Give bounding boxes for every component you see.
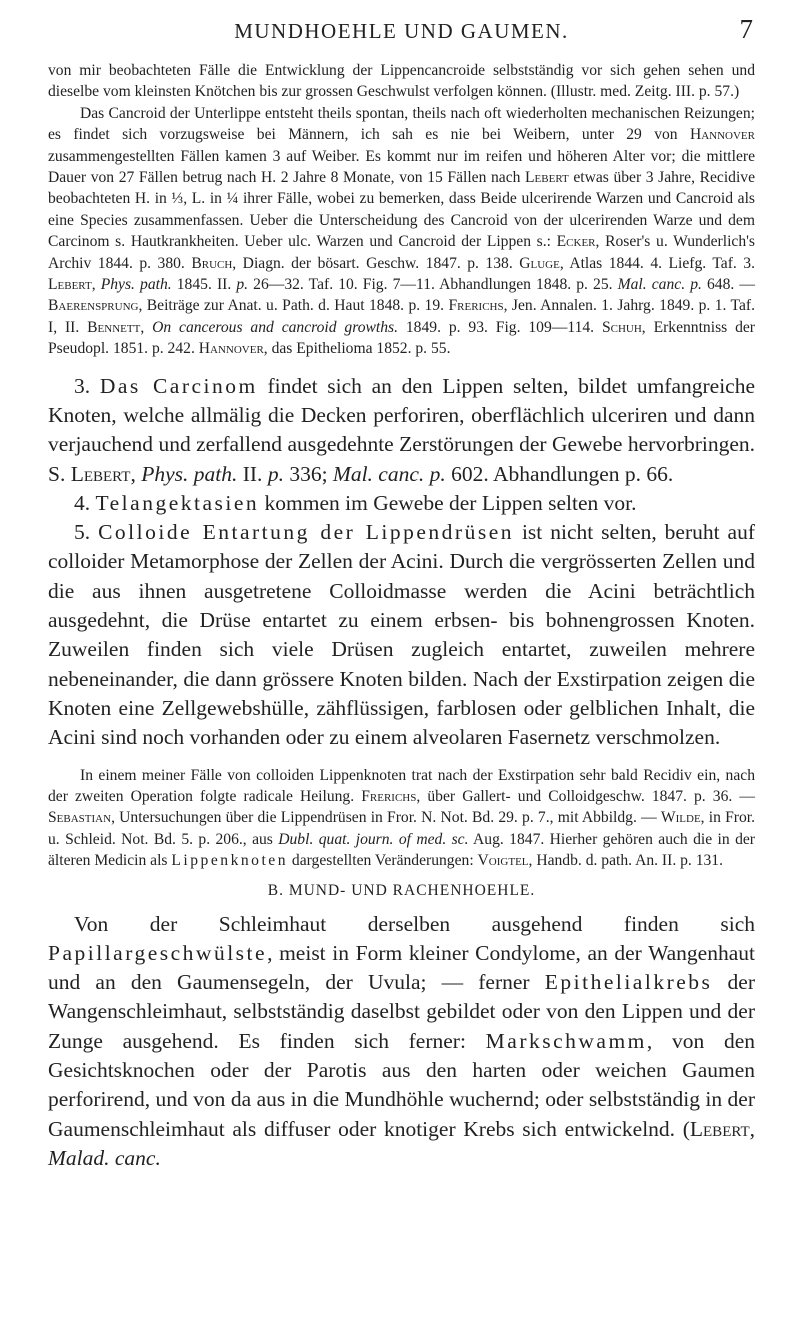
italic-citation: On cancerous and cancroid growths. (152, 318, 398, 336)
italic-citation: p. (267, 461, 284, 486)
italic-citation: Mal. canc. p. (332, 461, 446, 486)
spaced-term: Markschwamm (485, 1028, 647, 1053)
spaced-term: Lippenknoten (171, 852, 289, 870)
running-title: MUNDHOEHLE UND GAUMEN. (234, 19, 569, 43)
spaced-term: Papillargeschwülste (48, 940, 268, 965)
author-name: Baerensprung (48, 297, 139, 315)
italic-citation: Mal. canc. p. (617, 276, 702, 294)
italic-citation: Malad. canc. (48, 1145, 161, 1170)
spaced-term: Telangektasien (95, 490, 260, 515)
paragraph-cancroid-notes: Das Cancroid der Unterlippe entsteht theils spontan, theils nach oft wiederholten mechanischen Reizungen; es findet sich vorzugsweise bei Männern, ich sah es nie bei Weibern, unter 29 von Hannover zusammengestellten Fällen kamen 3 auf Weiber. Es kommt nur im reifen und höheren Alter vor; die mittlere Dauer von 27 Fällen betrug nach H. 2 Jahre 8 Monate, von 15 Fällen nach Lebert etwas über 3 Jahre, Recidive beobachteten H. in ⅓, L. in ¼ ihrer Fälle, wobei zu bemerken, dass Beide ulcerirende Warzen und Cancroid als eine Species zusammenfassen. Ueber die Unterscheidung des Cancroid von der ulcerirenden Warze und dem Carcinom s. Hautkrankheiten. Ueber ulc. Warzen und Cancroid der Lippen s.: Ecker, Roser's u. Wunderlich's Archiv 1844. p. 380. Bruch, Diagn. der bösart. Geschw. 1847. p. 138. Gluge, Atlas 1844. 4. Liefg. Taf. 3. Lebert, Phys. path. 1845. II. p. 26—32. Taf. 10. Fig. 7—11. Abhandlungen 1848. p. 25. Mal. canc. p. 648. — Baerensprung, Beiträge zur Anat. u. Path. d. Haut 1848. p. 19. Frerichs, Jen. Annalen. 1. Jahrg. 1849. p. 1. Taf. I, II. Bennett, On cancerous and cancroid growths. 1849. p. 93. Fig. 109—114. Schuh, Erkenntniss der Pseudopl. 1851. p. 242. Hannover, das Epithelioma 1852. p. 55. (48, 104, 756, 358)
author-name: Schuh (601, 318, 642, 336)
author-name: Hannover (689, 126, 755, 144)
author-name: Lebert (70, 461, 131, 486)
italic-citation: Dubl. quat. journ. of med. sc. (278, 830, 469, 848)
author-name: Frerichs (361, 787, 417, 805)
author-name: Sebastian (48, 809, 112, 827)
italic-citation: Phys. path. (100, 276, 172, 294)
author-name: Bruch (191, 254, 233, 272)
paragraph-telangektasien: 4. Telangektasien kommen im Gewebe der Lippen selten vor. (74, 490, 637, 515)
section-heading: B. MUND- UND RACHENHOEHLE. (267, 881, 536, 899)
spaced-term: Colloide Entartung der Lippendrüsen (98, 520, 514, 545)
author-name: Lebert (689, 1116, 750, 1141)
author-name: Bennett (87, 318, 141, 336)
author-name: Wilde (660, 809, 701, 827)
italic-citation: Phys. path. (141, 461, 238, 486)
italic-citation: p. (236, 276, 249, 294)
paragraph-colloid-notes: In einem meiner Fälle von colloiden Lippenknoten trat nach der Exstirpation sehr bald Recidiv ein, nach der zweiten Operation folgte radicale Heilung. Frerichs, über Gallert- und Colloidgeschw. 1847. p. 36. — Sebastian, Untersuchungen über die Lippendrüsen in Fror. N. Not. Bd. 29. p. 7., mit Abbildg. — Wilde, in Fror. u. Schleid. Not. Bd. 5. p. 206., aus Dubl. quat. journ. of med. sc. Aug. 1847. Hierher gehören auch die in der älteren Medicin als Lippenknoten dargestellten Veränderungen: Voigtel, Handb. d. path. An. II. p. 131. (48, 766, 756, 870)
author-name: Voigtel (477, 852, 529, 870)
paragraph-continuation: von mir beobachteten Fälle die Entwicklung der Lippencancroide selbstständig vor sich gehen sehen und dieselbe vom kleinsten Knötchen bis zur grossen Geschwulst verfolgen können. (Illustr. med. Zeitg. III. p. 57.) (48, 62, 755, 101)
author-name: Gluge (519, 254, 560, 272)
spaced-term: Epithelialkrebs (544, 970, 713, 995)
author-name: Ecker (556, 233, 596, 251)
paragraph-carcinom: 3. Das Carcinom findet sich an den Lippen selten, bildet umfangreiche Knoten, welche allmälig die Decken perforiren, oberflächlich ulceriren und dann verjauchend und zerfallend ausgedehnte Zerstörungen der Gewebe hervorbringen. S. Lebert, Phys. path. II. p. 336; Mal. canc. p. 602. Abhandlungen p. 66. (48, 373, 756, 486)
page-number: 7 (739, 14, 753, 44)
author-name: Hannover (198, 340, 264, 358)
paragraph-mundhoehle: Von der Schleimhaut derselben ausgehend finden sich Papillargeschwülste, meist in Form kleiner Condylome, an der Wangenhaut und an den Gaumensegeln, der Uvula; — ferner Epithelialkrebs der Wangenschleimhaut, selbstständig daselbst gebildet oder von den Lippen und der Zunge ausgehend. Es finden sich ferner: Markschwamm, von den Gesichtsknochen oder der Parotis aus den harten oder weichen Gaumen perforirend, und von da aus in die Mundhöhle wuchernd; oder selbstständig in der Gaumenschleimhaut als diffuser oder knotiger Krebs sich entwickelnd. (Lebert, Malad. canc. (48, 911, 755, 1170)
author-name: Lebert (48, 276, 92, 294)
paragraph-colloide-entartung: 5. Colloide Entartung der Lippendrüsen ist nicht selten, beruht auf colloider Metamorphose der Zellen der Acini. Durch die vergrösserten Zellen und die aus ihnen ausgetretene Colloidmasse werden die Acini beträchtlich ausgedehnt, die Drüse entartet zu einem erbsen- bis bohnengrossen Knoten. Zuweilen finden sich viele Drüsen zugleich entartet, zuweilen mehrere nebeneinander, die dann grössere Knoten bilden. Nach der Exstirpation zeigen die Knoten eine Zellgewebshülle, zähflüssigen, farblosen oder gelblichen Inhalt, die Acini sind noch vorhanden oder zu einem alveolaren Fasernetz verschmolzen. (48, 520, 755, 750)
author-name: Frerichs (448, 297, 504, 315)
spaced-term: Das Carcinom (99, 373, 258, 398)
author-name: Lebert (525, 169, 569, 187)
running-head (48, 0, 755, 60)
